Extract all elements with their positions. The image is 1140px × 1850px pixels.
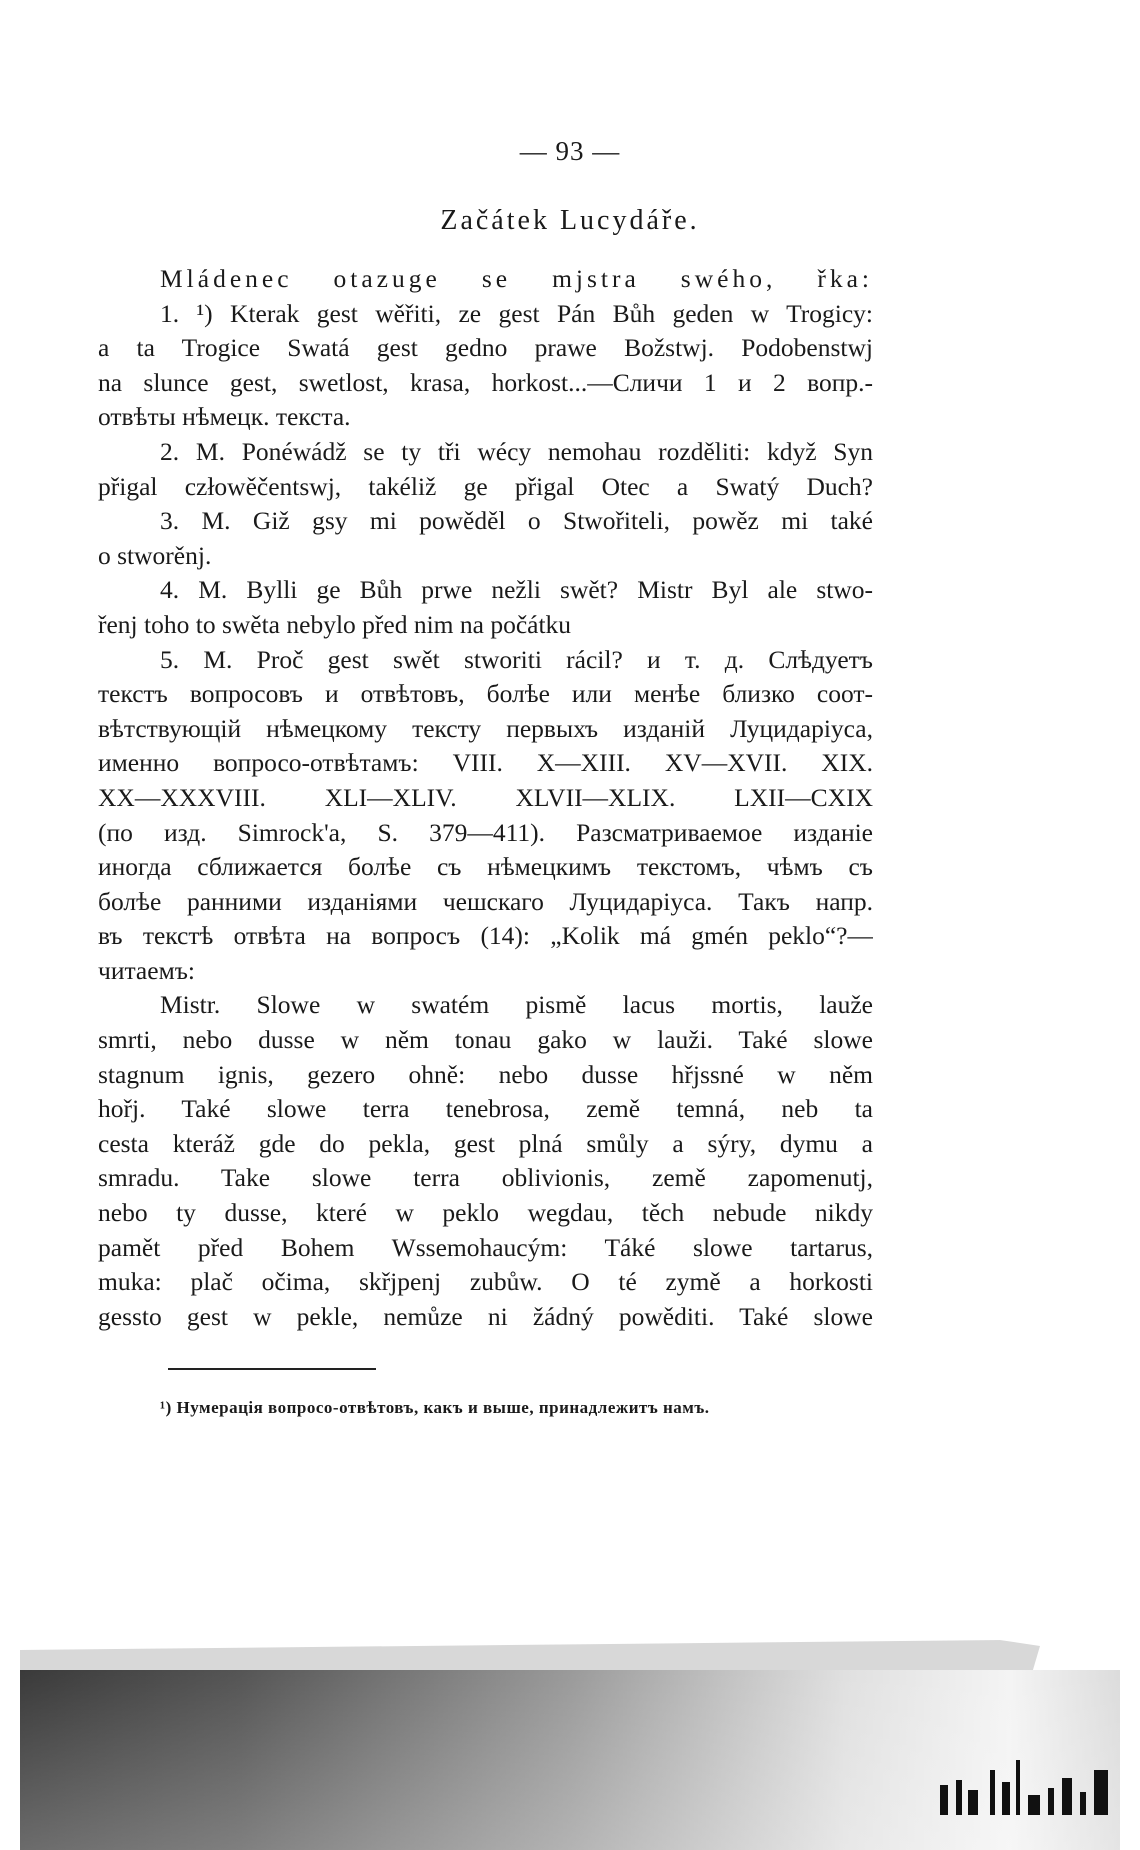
text-line: 2. M. Ponéwádž se ty tři wécy nemohau rozděliti: když Syn xyxy=(160,436,873,466)
text-line: Mládenec otazuge se mjstra swého, řka: xyxy=(160,264,873,293)
text-line: (по изд. Simrock'a, S. 379—411). Разсматриваемое изданіе xyxy=(98,817,873,847)
text-line: smrti, nebo dusse w něm tonau gako w lauži. Také slowe xyxy=(98,1025,873,1055)
text-line: řenj toho to swěta nebylo před nim na počátku xyxy=(98,609,572,639)
text-line: a ta Trogice Swatá gest gedno prawe Božstwj. Podobenstwj xyxy=(98,333,873,363)
section-title: Začátek Lucydáře. xyxy=(440,205,700,236)
text-line: 3. M. Giž gsy mi powěděl o Stwořiteli, powěz mi také xyxy=(160,506,873,536)
text-line: читаемъ: xyxy=(98,955,195,985)
text-line: o stworěnj. xyxy=(98,540,212,570)
scan-edge-artifact xyxy=(0,1610,1140,1850)
text-line: na slunce gest, swetlost, krasa, horkost...—Сличи 1 и 2 вопр.- xyxy=(98,367,873,397)
text-line: smradu. Take slowe terra oblivionis, země zapomenutj, xyxy=(98,1163,873,1193)
footnote: ¹) Нумерація вопросо-отвѣтовъ, какъ и выше, принадлежитъ намъ. xyxy=(160,1398,710,1417)
text-line: stagnum ignis, gezero ohně: nebo dusse hřjssné w něm xyxy=(98,1059,873,1089)
text-line: gessto gest w pekle, nemůze ni žádný powěditi. Také slowe xyxy=(98,1301,873,1331)
text-line: отвѣты нѣмецк. текста. xyxy=(98,402,351,432)
text-line: иногда сближается болѣе съ нѣмецкимъ текстомъ, чѣмъ съ xyxy=(98,852,873,882)
text-line: cesta kteráž gde do pekla, gest plná smůly a sýry, dymu a xyxy=(98,1128,873,1158)
text-line: 1. ¹) Kterak gest wěřiti, ze gest Pán Bůh geden w Trogicy: xyxy=(160,298,873,328)
footnote-divider xyxy=(168,1368,376,1370)
text-line: pamět před Bohem Wssemohaucým: Táké slowe tartarus, xyxy=(98,1232,873,1262)
text-line: текстъ вопросовъ и отвѣтовъ, болѣе или менѣе близко соот- xyxy=(98,679,873,709)
text-line: přigal człowěčentswj, takéliž ge přigal Otec a Swatý Duch? xyxy=(98,471,873,501)
text-line: именно вопросо-отвѣтамъ: VIII. X—XIII. XV—XVII. XIX. xyxy=(98,748,873,778)
text-line: въ текстѣ отвѣта на вопросъ (14): „Kolik má gmén peklo“?— xyxy=(98,921,873,951)
text-line: 4. M. Bylli ge Bůh prwe nežli swět? Mistr Byl ale stwo- xyxy=(160,575,873,605)
page-number: — 93 — xyxy=(519,136,621,166)
body-text xyxy=(98,262,873,1334)
text-line: hořj. Také slowe terra tenebrosa, země temná, neb ta xyxy=(98,1094,873,1124)
text-line: XX—XXXVIII. XLI—XLIV. XLVII—XLIX. LXII—CXIX xyxy=(98,782,873,812)
text-line: nebo ty dusse, které w peklo wegdau, těch nebude nikdy xyxy=(98,1198,873,1228)
text-line: 5. M. Proč gest swět stworiti rácil? и т. д. Слѣдуетъ xyxy=(160,644,873,674)
text-line: muka: plač očima, skřjpenj zubůw. O té zymě a horkosti xyxy=(98,1267,873,1297)
text-line: вѣтствующій нѣмецкому тексту первыхъ изданій Луцидаріуса, xyxy=(98,713,873,743)
text-line: болѣе ранними изданіями чешскаго Луцидаріуса. Такъ напр. xyxy=(98,886,873,916)
text-line: Mistr. Slowe w swatém pismě lacus mortis, lauže xyxy=(160,990,873,1020)
